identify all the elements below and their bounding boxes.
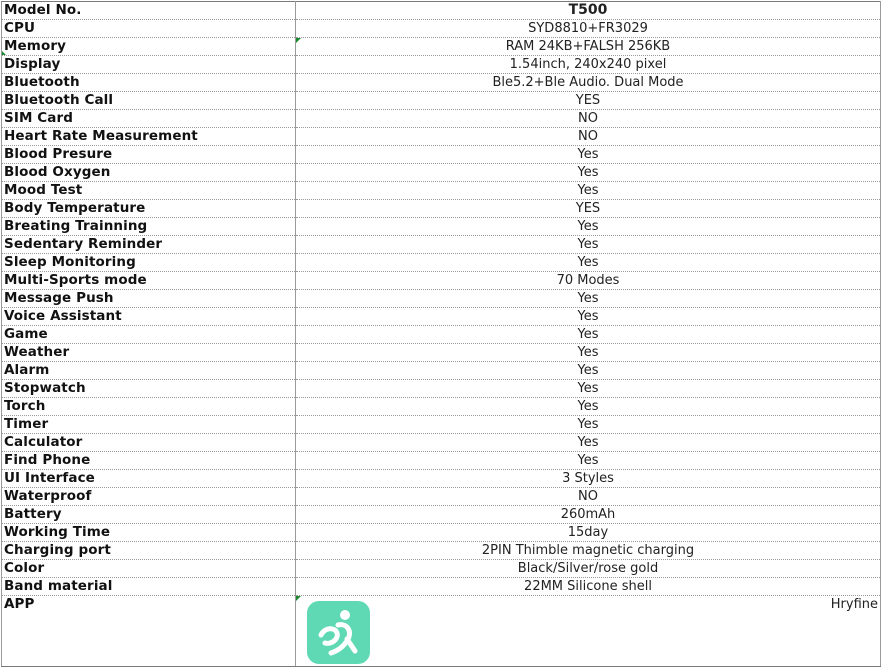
spec-sheet [0,1,882,670]
spec-value-cell[interactable]: Yes [296,398,881,416]
spec-label-cell[interactable]: Heart Rate Measurement [2,128,296,146]
table-row [2,398,881,416]
app-value-cell[interactable] [296,596,881,667]
app-label-cell[interactable]: APP [2,596,296,667]
table-row [2,272,881,290]
table-row [2,20,881,38]
spec-label-cell[interactable]: Band material [2,578,296,596]
spec-label-cell[interactable]: Display [2,56,296,74]
table-row [2,542,881,560]
spec-value-cell[interactable]: Black/Silver/rose gold [296,560,881,578]
spec-value-cell[interactable]: Yes [296,218,881,236]
table-row [2,434,881,452]
spec-label-cell[interactable]: Game [2,326,296,344]
spec-label-cell[interactable]: Voice Assistant [2,308,296,326]
spec-label-cell[interactable]: Battery [2,506,296,524]
comment-marker-icon [296,38,301,43]
spec-value-cell[interactable]: Yes [296,362,881,380]
table-row [2,452,881,470]
spec-label-cell[interactable]: Timer [2,416,296,434]
spec-value-cell[interactable]: NO [296,128,881,146]
spec-label-cell[interactable]: Weather [2,344,296,362]
app-logo-figure-icon [307,601,370,664]
spec-label-cell[interactable]: UI Interface [2,470,296,488]
spec-label-cell[interactable]: Sedentary Reminder [2,236,296,254]
table-row [2,74,881,92]
spec-value-text: RAM 24KB+FALSH 256KB [505,39,671,54]
spec-table [1,1,881,667]
header-label-cell[interactable]: Model No. [2,2,296,20]
spec-label-cell[interactable]: Blood Presure [2,146,296,164]
table-row [2,308,881,326]
comment-marker-icon [2,51,6,55]
spec-value-cell[interactable]: 260mAh [296,506,881,524]
spec-label-cell[interactable]: Mood Test [2,182,296,200]
table-row [2,164,881,182]
table-row [2,560,881,578]
spec-label-cell[interactable]: Breating Trainning [2,218,296,236]
table-row [2,128,881,146]
table-row [2,344,881,362]
spec-value-cell[interactable]: Yes [296,308,881,326]
spec-label-cell[interactable]: Working Time [2,524,296,542]
spec-value-cell[interactable]: Ble5.2+Ble Audio. Dual Mode [296,74,881,92]
spec-value-cell[interactable]: NO [296,110,881,128]
spec-label-cell[interactable]: Bluetooth Call [2,92,296,110]
spec-label-cell[interactable]: Blood Oxygen [2,164,296,182]
spec-value-cell[interactable]: Yes [296,146,881,164]
spec-value-cell[interactable]: Yes [296,434,881,452]
spec-value-cell[interactable]: 22MM Silicone shell [296,578,881,596]
table-row [2,200,881,218]
spec-label-cell[interactable]: Alarm [2,362,296,380]
spec-label-cell[interactable]: Sleep Monitoring [2,254,296,272]
spec-value-cell[interactable]: 1.54inch, 240x240 pixel [296,56,881,74]
spec-value-cell[interactable]: Yes [296,182,881,200]
spec-value-cell[interactable]: Yes [296,452,881,470]
spec-label-cell[interactable]: Color [2,560,296,578]
table-row [2,290,881,308]
spec-label-cell[interactable]: SIM Card [2,110,296,128]
spec-value-cell[interactable]: Yes [296,416,881,434]
spec-value-cell[interactable]: 15day [296,524,881,542]
header-row [2,2,881,20]
spec-value-cell[interactable]: Yes [296,326,881,344]
table-row [2,254,881,272]
header-value-cell[interactable]: T500 [296,2,881,20]
table-row [2,146,881,164]
spec-label-cell[interactable]: Calculator [2,434,296,452]
spec-value-cell[interactable]: Yes [296,344,881,362]
spec-label-cell[interactable]: Bluetooth [2,74,296,92]
spec-value-cell[interactable]: Yes [296,380,881,398]
table-row [2,92,881,110]
spec-label-cell[interactable]: Multi-Sports mode [2,272,296,290]
spec-value-cell[interactable]: NO [296,488,881,506]
table-row [2,56,881,74]
spec-label-cell[interactable]: Body Temperature [2,200,296,218]
spec-value-cell[interactable]: Yes [296,236,881,254]
spec-label-cell[interactable]: CPU [2,20,296,38]
spec-value-cell[interactable]: Yes [296,164,881,182]
spec-value-cell[interactable]: Yes [296,290,881,308]
spec-label-cell[interactable] [2,38,296,56]
spec-value-cell[interactable]: YES [296,200,881,218]
spec-label-cell[interactable]: Message Push [2,290,296,308]
table-row [2,182,881,200]
comment-marker-icon [296,596,301,601]
spec-label-cell[interactable]: Charging port [2,542,296,560]
table-row [2,326,881,344]
spec-label-text: Memory [4,38,66,54]
spec-value-cell[interactable] [296,38,881,56]
spec-value-cell[interactable]: SYD8810+FR3029 [296,20,881,38]
table-row [2,416,881,434]
spec-value-cell-highlighted[interactable]: 3 Styles [296,470,881,488]
app-name-text: Hryfine [830,597,878,612]
spec-value-cell[interactable]: YES [296,92,881,110]
spec-value-cell[interactable]: Yes [296,254,881,272]
table-row [2,38,881,56]
table-row [2,110,881,128]
spec-label-cell[interactable]: Find Phone [2,452,296,470]
spec-label-cell[interactable]: Stopwatch [2,380,296,398]
spec-value-cell[interactable]: 70 Modes [296,272,881,290]
table-row [2,488,881,506]
table-row [2,578,881,596]
table-row [2,470,881,488]
table-row [2,380,881,398]
spec-label-cell[interactable]: Waterproof [2,488,296,506]
table-row [2,362,881,380]
app-row [2,596,881,667]
hryfine-app-logo-icon [307,601,370,664]
table-row [2,506,881,524]
spec-label-cell[interactable]: Torch [2,398,296,416]
spec-value-cell[interactable]: 2PIN Thimble magnetic charging [296,542,881,560]
table-row [2,218,881,236]
table-row [2,236,881,254]
table-row [2,524,881,542]
